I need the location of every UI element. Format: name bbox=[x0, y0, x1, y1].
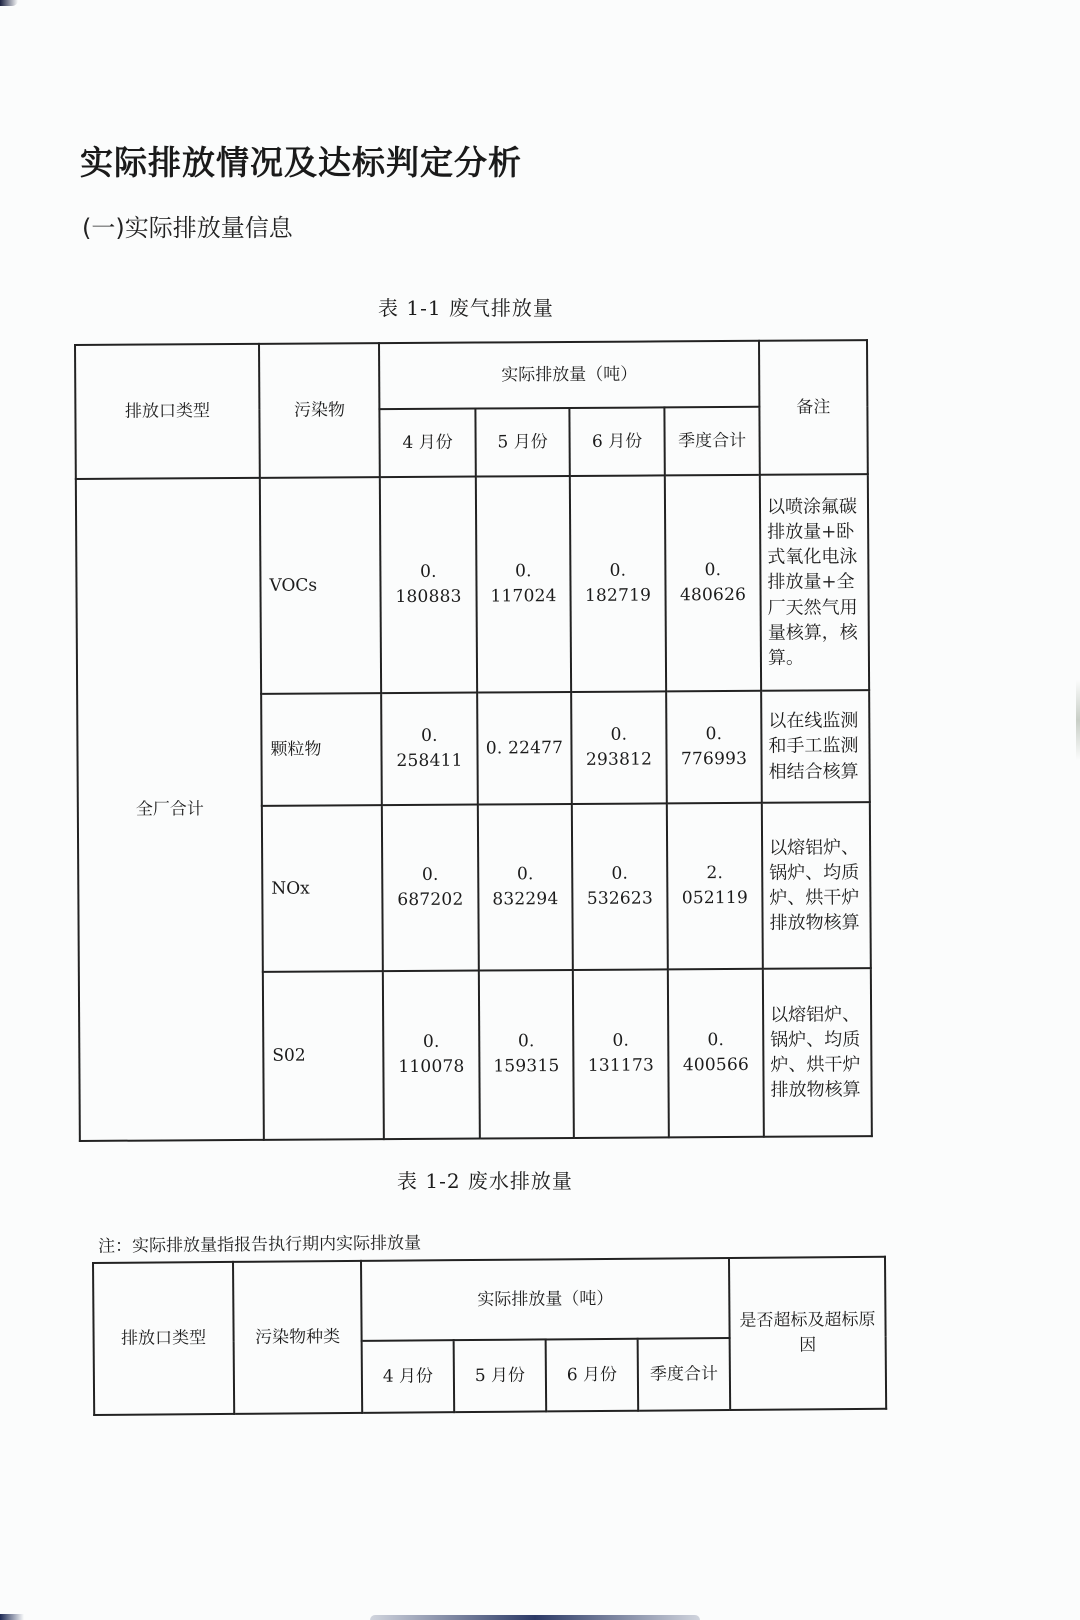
remark-cell: 以喷涂氟碳排放量+卧式氧化电泳排放量+全厂天然气用量核算，核算。 bbox=[760, 474, 869, 691]
header-outlet-type: 排放口类型 bbox=[93, 1262, 234, 1415]
value-may: 0. 117024 bbox=[476, 476, 571, 693]
header-exceed-reason: 是否超标及超标原因 bbox=[729, 1257, 886, 1410]
header-quarter-total: 季度合计 bbox=[638, 1338, 731, 1411]
table2-caption: 表 1-2 废水排放量 bbox=[397, 1169, 573, 1193]
wastewater-emission-table bbox=[92, 1256, 887, 1416]
header-actual-emission: 实际排放量（吨） bbox=[361, 1258, 730, 1341]
pollutant-cell: VOCs bbox=[260, 477, 381, 694]
value-jun: 0. 532623 bbox=[572, 803, 668, 970]
value-jun: 0. 131173 bbox=[573, 969, 669, 1138]
scan-edge-right bbox=[1076, 680, 1080, 760]
header-month-apr: 4 月份 bbox=[379, 409, 475, 478]
value-total: 2. 052119 bbox=[667, 803, 763, 970]
header-remark: 备注 bbox=[759, 340, 868, 475]
value-apr: 0. 258411 bbox=[381, 693, 478, 806]
value-apr: 0. 180883 bbox=[380, 477, 477, 694]
header-month-may: 5 月份 bbox=[454, 1339, 547, 1412]
header-month-may: 5 月份 bbox=[475, 408, 569, 477]
section-subheading: (一)实际排放量信息 bbox=[82, 214, 293, 242]
pollutant-cell: NOx bbox=[262, 805, 383, 972]
header-pollutant-type: 污染物种类 bbox=[233, 1261, 362, 1414]
value-may: 0. 159315 bbox=[479, 970, 574, 1139]
header-pollutant: 污染物 bbox=[259, 343, 380, 478]
header-outlet-type: 排放口类型 bbox=[75, 344, 260, 479]
table1-caption: 表 1-1 废气排放量 bbox=[378, 296, 554, 320]
value-total: 0. 776993 bbox=[666, 691, 762, 804]
value-apr: 0. 110078 bbox=[383, 971, 480, 1140]
value-total: 0. 480626 bbox=[665, 475, 761, 692]
outlet-label: 全厂合计 bbox=[76, 478, 264, 1141]
header-quarter-total: 季度合计 bbox=[664, 407, 759, 476]
remark-cell: 以在线监测和手工监测相结合核算 bbox=[761, 690, 870, 803]
scan-shadow-bottom-center bbox=[370, 1615, 700, 1620]
scan-shadow-top-left bbox=[0, 0, 18, 6]
page-heading: 实际排放情况及达标判定分析 bbox=[80, 143, 522, 182]
pollutant-cell: S02 bbox=[263, 971, 384, 1140]
value-may: 0. 22477 bbox=[477, 692, 572, 805]
header-month-apr: 4 月份 bbox=[362, 1340, 455, 1413]
header-actual-emission: 实际排放量（吨） bbox=[379, 341, 759, 409]
table-row bbox=[76, 474, 869, 695]
value-apr: 0. 687202 bbox=[382, 805, 479, 972]
value-jun: 0. 182719 bbox=[570, 475, 666, 692]
value-may: 0. 832294 bbox=[478, 804, 573, 971]
header-month-jun: 6 月份 bbox=[569, 407, 664, 476]
pollutant-cell: 颗粒物 bbox=[261, 693, 382, 806]
scan-shadow-bottom-left bbox=[0, 1614, 24, 1620]
table-note: 注：实际排放量指报告执行期内实际排放量 bbox=[97, 1233, 422, 1257]
exhaust-gas-emission-table bbox=[74, 339, 873, 1142]
header-month-jun: 6 月份 bbox=[546, 1339, 639, 1412]
value-total: 0. 400566 bbox=[668, 969, 764, 1138]
value-jun: 0. 293812 bbox=[571, 691, 667, 804]
remark-cell: 以熔铝炉、锅炉、均质炉、烘干炉排放物核算 bbox=[762, 802, 871, 969]
remark-cell: 以熔铝炉、锅炉、均质炉、烘干炉排放物核算 bbox=[763, 968, 872, 1137]
